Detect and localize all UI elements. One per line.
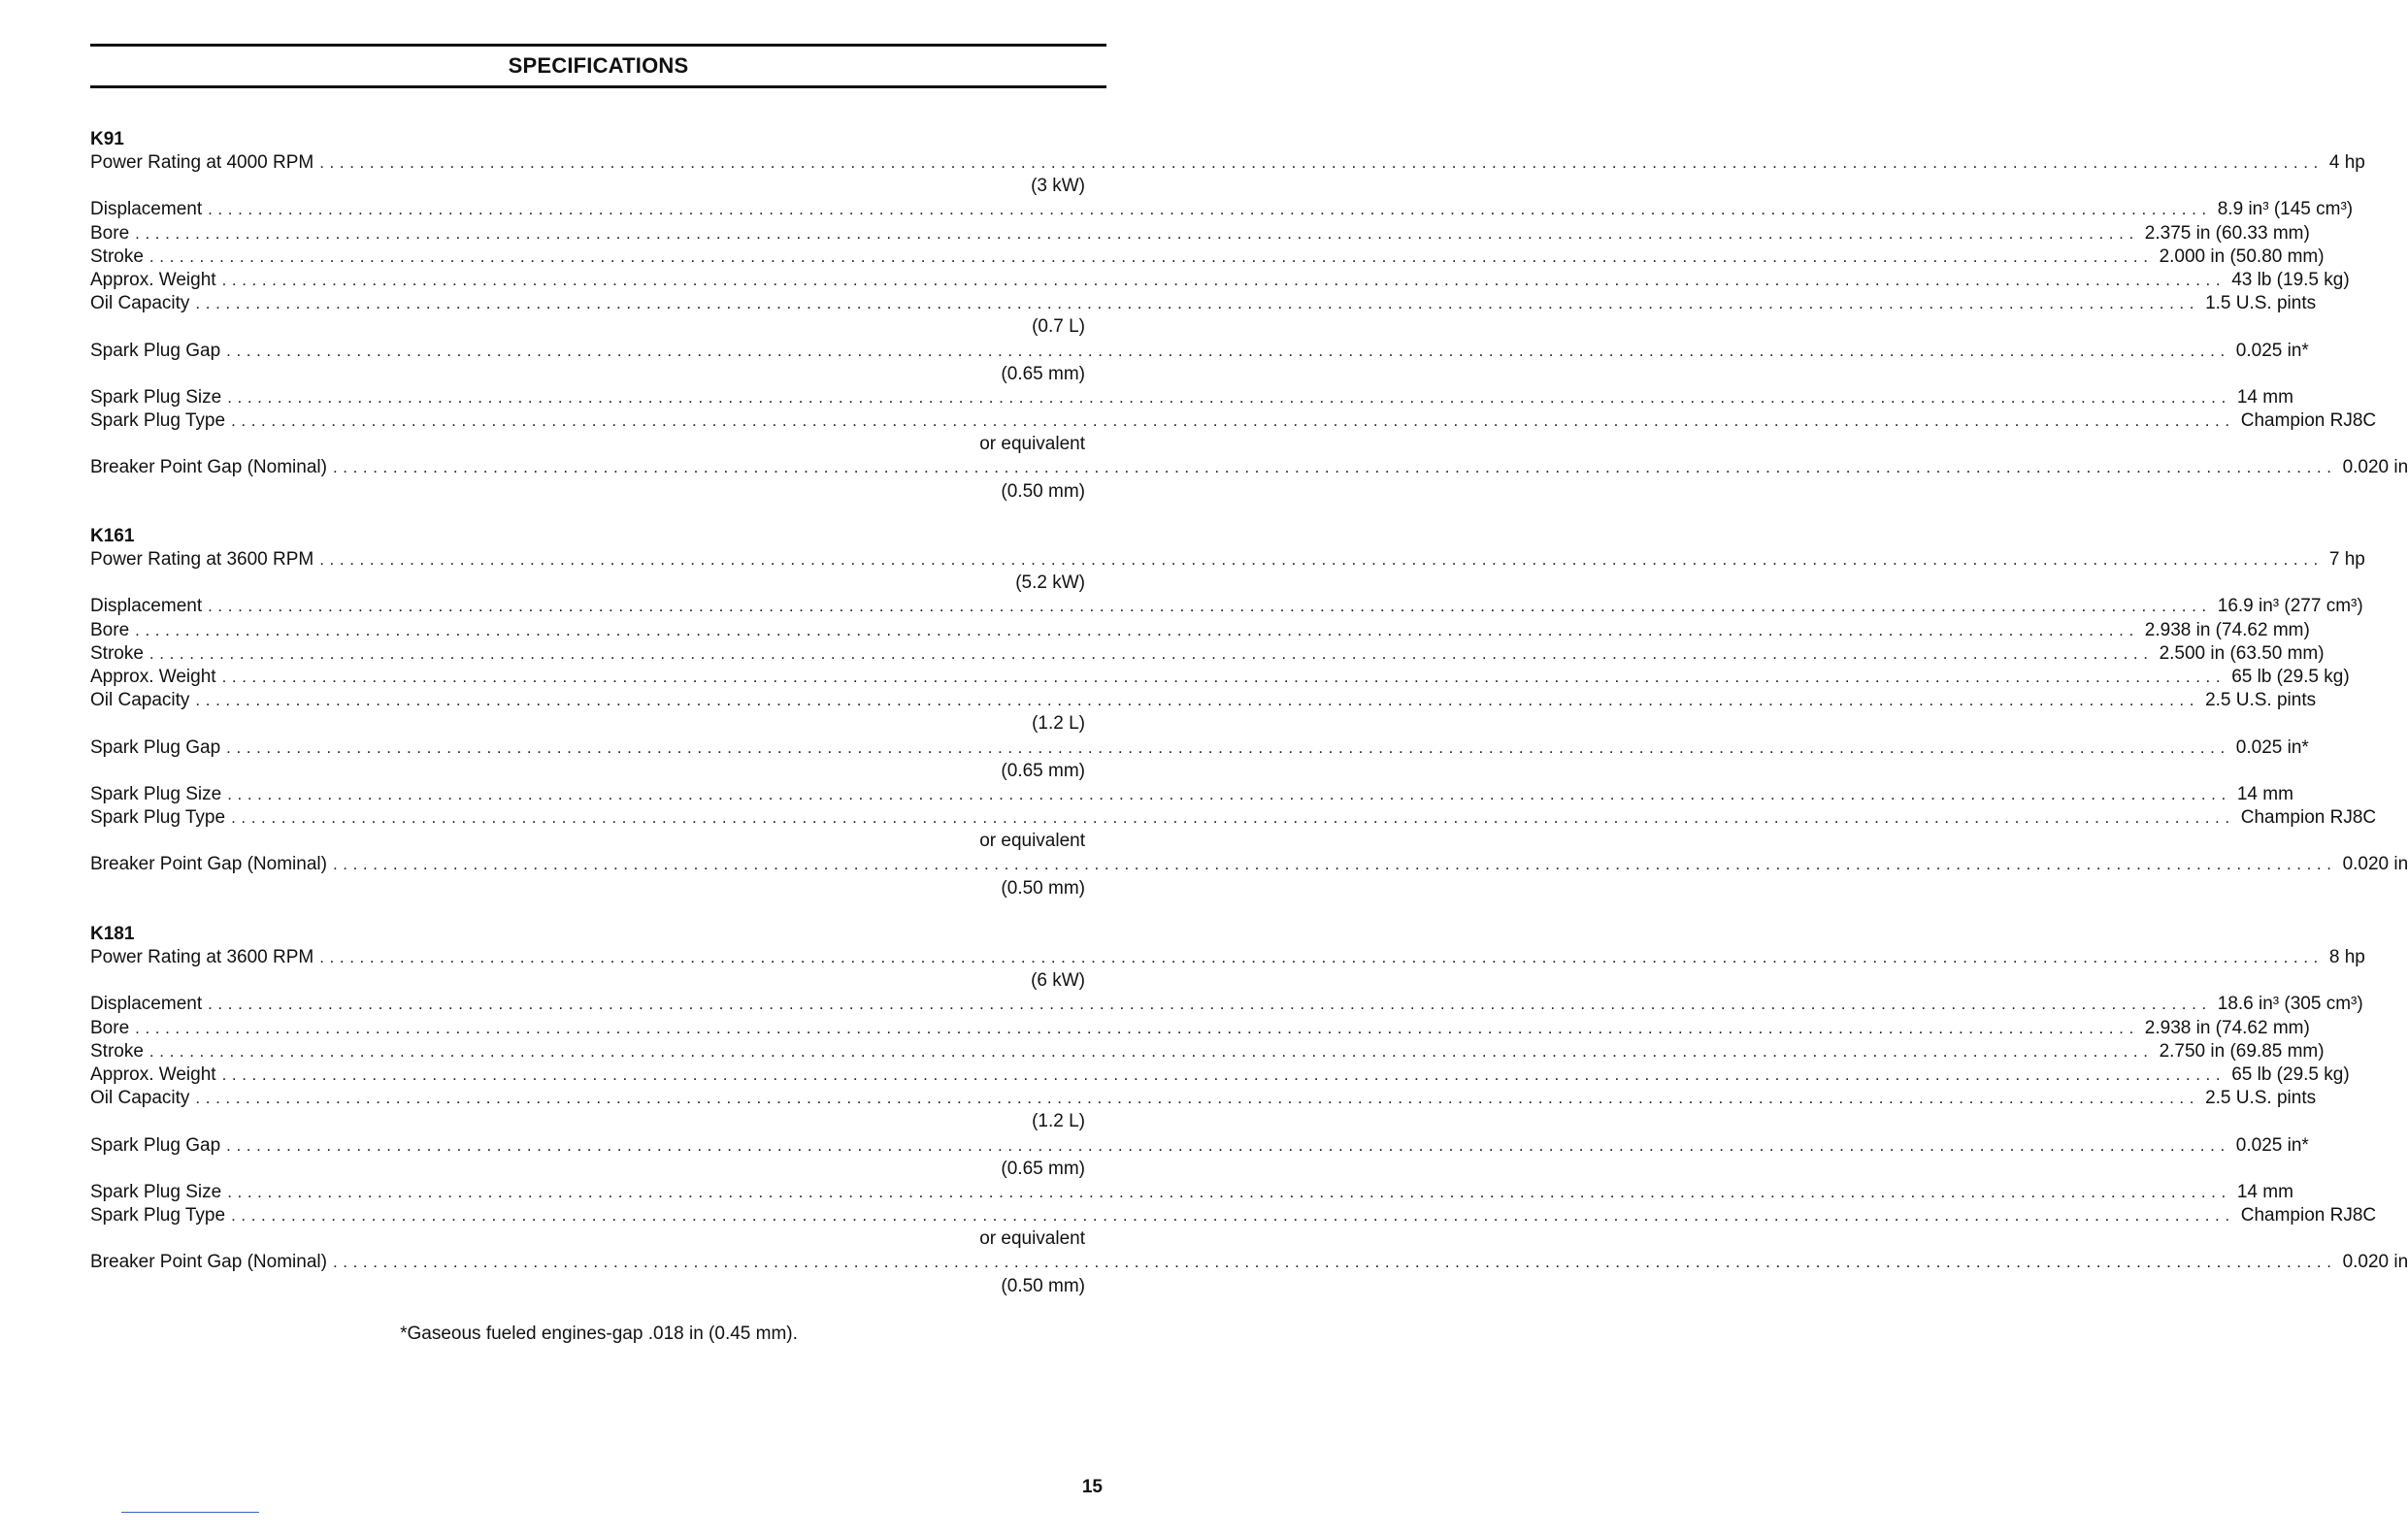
spec-row (90, 853, 2408, 876)
spec-row (90, 806, 2377, 830)
spec-value: 18.6 in³ (305 cm³) (2217, 994, 2363, 1015)
spec-value: Champion RJ8C (2240, 410, 2377, 432)
dot-leader: ........................................................................................................................................................................................................ (221, 270, 2227, 289)
spec-label: Spark Plug Size (90, 386, 222, 408)
spec-label: Stroke (90, 642, 144, 664)
spec-row (90, 642, 2325, 666)
spec-label: Oil Capacity (90, 1088, 190, 1109)
spec-row (90, 595, 2363, 618)
spec-value: 4 hp (2328, 152, 2365, 173)
spec-row (90, 151, 2365, 175)
spec-value-continuation: (6 kW) (1031, 970, 1085, 992)
spec-value: 0.020 in (2342, 854, 2408, 875)
dot-leader: ........................................................................................................................................................................................................ (148, 246, 2154, 266)
spec-label: Power Rating at 4000 RPM (90, 152, 314, 173)
spec-value: 2.750 in (69.85 mm) (2159, 1040, 2325, 1062)
spec-value: 1.5 U.S. pints (2205, 293, 2317, 314)
spec-label: Stroke (90, 245, 144, 267)
dot-leader: ........................................................................................................................................................................................................ (319, 948, 2324, 966)
spec-value: 2.938 in (74.62 mm) (2144, 1017, 2310, 1038)
spec-row (90, 548, 2365, 572)
scan-edge-line (121, 1512, 259, 1513)
spec-label: Approx. Weight (90, 666, 216, 687)
spec-label: Bore (90, 619, 130, 640)
spec-row (90, 245, 2325, 269)
spec-value: 7 hp (2328, 549, 2365, 570)
dot-leader: ........................................................................................................................................................................................................ (332, 458, 2337, 477)
spec-label: Spark Plug Type (90, 410, 226, 432)
spec-label: Approx. Weight (90, 269, 216, 290)
section-heading: K91 (90, 129, 124, 149)
spec-value-continuation: (1.2 L) (1032, 1111, 1085, 1132)
spec-value-continuation: (5.2 kW) (1015, 572, 1085, 594)
spec-value-continuation: (0.65 mm) (1001, 760, 1085, 781)
spec-row (90, 946, 2365, 969)
spec-label: Oil Capacity (90, 690, 190, 711)
spec-label: Breaker Point Gap (Nominal) (90, 854, 327, 875)
dot-leader: ........................................................................................................................................................................................................ (135, 1018, 2139, 1037)
spec-value: 43 lb (19.5 kg) (2231, 269, 2350, 290)
spec-row (90, 269, 2350, 292)
spec-row (90, 198, 2354, 221)
spec-value: 2.000 in (50.80 mm) (2159, 245, 2325, 267)
spec-section-k161 (90, 525, 2408, 900)
spec-label: Spark Plug Gap (90, 340, 221, 361)
dot-leader: ........................................................................................................................................................................................................ (221, 1064, 2227, 1084)
dot-leader: ........................................................................................................................................................................................................ (231, 808, 2235, 828)
spec-value: 0.025 in* (2235, 340, 2309, 361)
spec-value: 16.9 in³ (277 cm³) (2217, 596, 2363, 617)
spec-value-continuation: or equivalent (979, 831, 1085, 852)
spec-label: Spark Plug Type (90, 807, 226, 829)
footnote: *Gaseous fueled engines-gap .018 in (0.45 mm). (400, 1324, 798, 1344)
dot-leader: ........................................................................................................................................................................................................ (227, 387, 2231, 407)
spec-value-continuation: (1.2 L) (1032, 713, 1085, 735)
spec-value-continuation: (3 kW) (1031, 176, 1085, 197)
dot-leader: ........................................................................................................................................................................................................ (208, 597, 2212, 616)
dot-leader: ........................................................................................................................................................................................................ (231, 1206, 2235, 1226)
spec-value-continuation: (0.7 L) (1032, 316, 1085, 338)
dot-leader: ........................................................................................................................................................................................................ (332, 855, 2337, 874)
spec-row (90, 689, 2317, 712)
spec-label: Approx. Weight (90, 1063, 216, 1085)
dot-leader: ........................................................................................................................................................................................................ (208, 995, 2212, 1014)
title-bottom-rule (90, 85, 1106, 88)
dot-leader: ........................................................................................................................................................................................................ (226, 341, 2230, 360)
dot-leader: ........................................................................................................................................................................................................ (319, 550, 2324, 569)
spec-row (90, 993, 2363, 1016)
spec-row (90, 1017, 2310, 1040)
spec-row (90, 222, 2310, 245)
spec-value-continuation: (0.50 mm) (1001, 480, 1085, 502)
spec-label: Displacement (90, 994, 203, 1015)
spec-value: 14 mm (2236, 1181, 2293, 1202)
dot-leader: ........................................................................................................................................................................................................ (135, 620, 2139, 639)
spec-row (90, 292, 2317, 315)
spec-row (90, 1181, 2293, 1204)
spec-value: 8.9 in³ (145 cm³) (2217, 199, 2354, 220)
spec-label: Displacement (90, 199, 203, 220)
spec-value: 65 lb (29.5 kg) (2231, 666, 2350, 687)
spec-label: Spark Plug Type (90, 1205, 226, 1226)
spec-value-continuation: (0.50 mm) (1001, 1275, 1085, 1296)
dot-leader: ........................................................................................................................................................................................................ (195, 691, 2200, 710)
spec-label: Spark Plug Size (90, 783, 222, 804)
spec-row (90, 619, 2310, 642)
spec-row (90, 1063, 2350, 1087)
dot-leader: ........................................................................................................................................................................................................ (195, 294, 2200, 313)
spec-row (90, 783, 2293, 806)
dot-leader: ........................................................................................................................................................................................................ (332, 1253, 2337, 1272)
spec-section-k91 (90, 128, 2408, 504)
spec-value: 8 hp (2328, 947, 2365, 967)
spec-label: Spark Plug Gap (90, 1134, 221, 1156)
spec-label: Bore (90, 1017, 130, 1038)
spec-row (90, 340, 2309, 363)
dot-leader: ........................................................................................................................................................................................................ (226, 1135, 2230, 1155)
spec-value-continuation: (0.50 mm) (1001, 877, 1085, 899)
spec-value: 0.020 in (2342, 1252, 2408, 1273)
dot-leader: ........................................................................................................................................................................................................ (208, 200, 2212, 219)
spec-label: Power Rating at 3600 RPM (90, 549, 314, 570)
spec-value: 0.025 in* (2235, 736, 2309, 758)
spec-row (90, 456, 2408, 479)
dot-leader: ........................................................................................................................................................................................................ (148, 643, 2154, 663)
spec-value: 2.938 in (74.62 mm) (2144, 619, 2310, 640)
dot-leader: ........................................................................................................................................................................................................ (221, 667, 2227, 686)
spec-value: 2.5 U.S. pints (2205, 690, 2317, 711)
spec-label: Oil Capacity (90, 293, 190, 314)
dot-leader: ........................................................................................................................................................................................................ (226, 737, 2230, 757)
spec-row (90, 409, 2377, 433)
spec-value-continuation: or equivalent (979, 434, 1085, 455)
spec-value: Champion RJ8C (2240, 1205, 2377, 1226)
spec-value: Champion RJ8C (2240, 807, 2377, 829)
spec-label: Spark Plug Gap (90, 736, 221, 758)
spec-row (90, 666, 2350, 689)
dot-leader: ........................................................................................................................................................................................................ (227, 784, 2231, 803)
spec-value: 2.500 in (63.50 mm) (2159, 642, 2325, 664)
section-heading: K161 (90, 526, 135, 546)
section-heading: K181 (90, 924, 135, 944)
spec-label: Spark Plug Size (90, 1181, 222, 1202)
spec-row (90, 386, 2293, 409)
page-number: 15 (1081, 1477, 1103, 1497)
page-title: SPECIFICATIONS (508, 53, 689, 78)
spec-label: Power Rating at 3600 RPM (90, 947, 314, 967)
spec-row (90, 1040, 2325, 1063)
spec-value: 0.020 in (2342, 457, 2408, 478)
dot-leader: ........................................................................................................................................................................................................ (135, 223, 2139, 243)
spec-row (90, 1251, 2408, 1274)
spec-value: 0.025 in* (2235, 1134, 2309, 1156)
spec-label: Stroke (90, 1040, 144, 1062)
spec-value: 14 mm (2236, 783, 2293, 804)
spec-value: 2.375 in (60.33 mm) (2144, 222, 2310, 244)
spec-value: 2.5 U.S. pints (2205, 1088, 2317, 1109)
dot-leader: ........................................................................................................................................................................................................ (319, 153, 2324, 172)
spec-row (90, 736, 2309, 760)
spec-value-continuation: or equivalent (979, 1228, 1085, 1250)
spec-value-continuation: (0.65 mm) (1001, 1158, 1085, 1179)
spec-label: Bore (90, 222, 130, 244)
dot-leader: ........................................................................................................................................................................................................ (231, 411, 2235, 431)
spec-label: Breaker Point Gap (Nominal) (90, 457, 327, 478)
spec-row (90, 1204, 2377, 1227)
spec-value: 14 mm (2236, 386, 2293, 408)
dot-leader: ........................................................................................................................................................................................................ (148, 1041, 2154, 1061)
dot-leader: ........................................................................................................................................................................................................ (227, 1182, 2231, 1201)
dot-leader: ........................................................................................................................................................................................................ (195, 1089, 2200, 1108)
spec-label: Breaker Point Gap (Nominal) (90, 1252, 327, 1273)
spec-row (90, 1087, 2317, 1110)
spec-row (90, 1134, 2309, 1158)
spec-value-continuation: (0.65 mm) (1001, 363, 1085, 384)
spec-value: 65 lb (29.5 kg) (2231, 1063, 2350, 1085)
top-rule (90, 44, 1106, 47)
spec-label: Displacement (90, 596, 203, 617)
spec-section-k181 (90, 923, 2408, 1298)
